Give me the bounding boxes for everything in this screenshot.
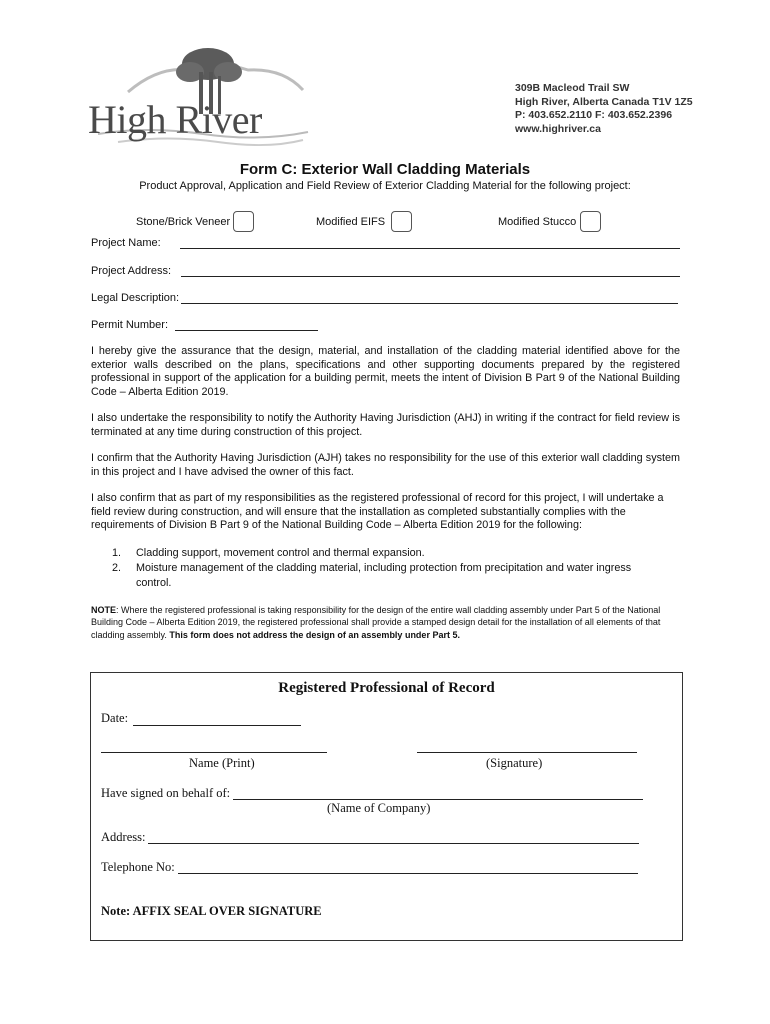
option-modified-stucco xyxy=(498,211,601,232)
high-river-logo xyxy=(88,42,318,152)
responsibility-paragraph: I also confirm that as part of my responsibilities as the registered professional of record for this project, I will undertake a field review during construction, and will ensure that the installation as completed substantially complies with the requirements of Division B Part 9 of the National Building Code – Alberta Edition 2019 for the following: xyxy=(91,492,664,532)
stone-brick-checkbox[interactable] xyxy=(233,211,254,232)
signature-input[interactable] xyxy=(417,752,637,753)
field-review-paragraph: I also undertake the responsibility to notify the Authority Having Jurisdiction (AHJ) in writing if the contract for field review is terminated at any time during construction of this project. xyxy=(91,412,680,438)
legal-description-input[interactable] xyxy=(181,303,678,304)
date-input[interactable] xyxy=(133,725,301,726)
address-input[interactable] xyxy=(148,843,639,844)
list-text: Cladding support, movement control and thermal expansion. xyxy=(136,547,425,559)
record-title: Registered Professional of Record xyxy=(278,680,495,696)
option-label: Modified Stucco xyxy=(498,215,577,228)
address-line: 309B Macleod Trail SW xyxy=(515,82,630,94)
telephone-input[interactable] xyxy=(178,873,638,874)
phone-fax-line: P: 403.652.2110 F: 403.652.2396 xyxy=(515,109,673,121)
address-line: High River, Alberta Canada T1V 1Z5 xyxy=(515,95,693,108)
logo-text: High River xyxy=(88,97,262,142)
list-number: 2. xyxy=(112,562,122,574)
telephone-label: Telephone No: xyxy=(101,860,175,874)
note-text: : Where the registered professional is taking responsibility for the design of the entire wall cladding assembly under Part 5 of the National Building Code – Alberta Edition 2019, the registered professional shall provide a stamped design detail for the installation of all elements of that cladding assembly. xyxy=(91,605,661,640)
list-item xyxy=(112,546,672,561)
list-text: Moisture management of the cladding material, including protection from precipitation and water ingress control. xyxy=(136,562,632,589)
behalf-label: Have signed on behalf of: xyxy=(101,786,231,800)
form-title: Form C: Exterior Wall Cladding Materials xyxy=(239,161,531,178)
project-address-label: Project Address: xyxy=(91,265,172,277)
assurance-paragraph: I hereby give the assurance that the design, material, and installation of the cladding material identified above for the exterior walls described on the plans, specifications and other supporting documents prepared by the registered professional in support of the application for a building permit, meets the intent of Division B Part 9 of the National Building Code – Alberta Edition 2019. xyxy=(91,345,680,398)
note-bold-text: This form does not address the design of an assembly under Part 5. xyxy=(169,629,460,640)
option-stone-brick-veneer xyxy=(136,211,254,232)
town-address-block xyxy=(515,82,693,136)
list-item xyxy=(112,561,672,591)
modified-eifs-checkbox[interactable] xyxy=(391,211,412,232)
option-label: Modified EIFS xyxy=(316,215,386,228)
company-input[interactable] xyxy=(233,799,643,800)
list-number: 1. xyxy=(112,547,122,559)
option-label: Stone/Brick Veneer xyxy=(136,215,231,228)
seal-note: Note: AFFIX SEAL OVER SIGNATURE xyxy=(101,904,322,918)
requirements-list xyxy=(112,546,672,591)
project-name-label: Project Name: xyxy=(91,237,161,249)
project-name-input[interactable] xyxy=(180,248,680,249)
signature-label: (Signature) xyxy=(486,756,543,770)
legal-description-label: Legal Description: xyxy=(91,292,180,304)
permit-number-label: Permit Number: xyxy=(91,319,169,331)
registered-professional-box xyxy=(90,672,683,941)
option-modified-eifs xyxy=(316,211,412,232)
project-address-input[interactable] xyxy=(181,276,680,277)
ahj-paragraph: I confirm that the Authority Having Jurisdiction (AJH) takes no responsibility for the use of this exterior wall cladding system in this project and I have advised the owner of this fact. xyxy=(91,452,680,478)
company-label: (Name of Company) xyxy=(327,801,431,815)
modified-stucco-checkbox[interactable] xyxy=(580,211,601,232)
date-label: Date: xyxy=(101,711,129,725)
permit-number-input[interactable] xyxy=(175,330,318,331)
website-line: www.highriver.ca xyxy=(515,122,601,135)
address-label: Address: xyxy=(101,830,146,844)
note-paragraph xyxy=(91,604,676,641)
form-subtitle: Product Approval, Application and Field Review of Exterior Cladding Material for the following project: xyxy=(139,180,631,192)
note-label: NOTE xyxy=(91,605,117,615)
name-print-input[interactable] xyxy=(101,752,327,753)
name-print-label: Name (Print) xyxy=(189,756,255,770)
